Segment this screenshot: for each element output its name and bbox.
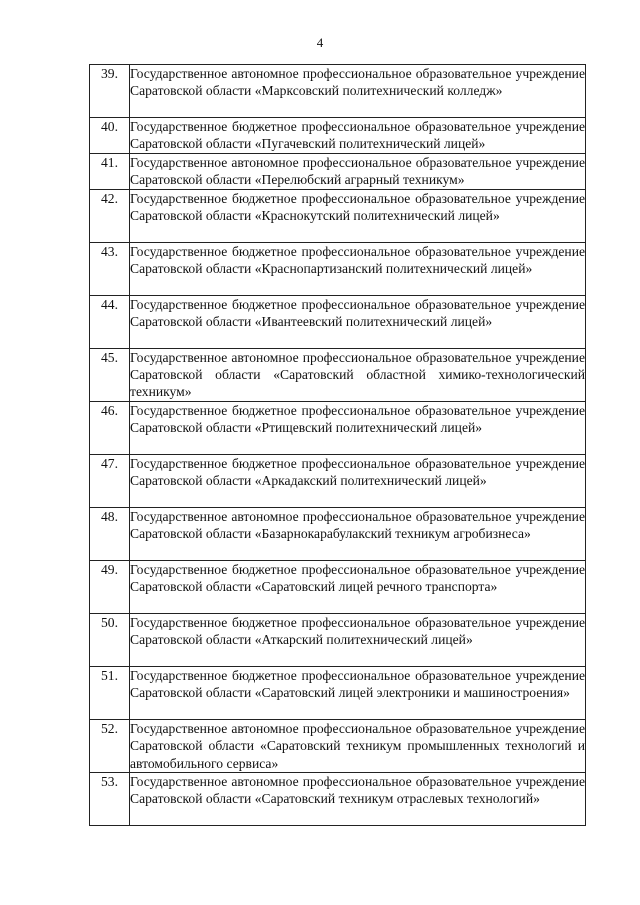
institution-name: Государственное бюджетное профессиональное образовательное учреждение Саратовской области «Аткарский политехнический лицей»	[130, 613, 586, 666]
row-number: 52.	[90, 719, 130, 772]
table-row	[90, 613, 586, 666]
table-row	[90, 560, 586, 613]
row-number: 42.	[90, 189, 130, 242]
institution-name: Государственное бюджетное профессиональное образовательное учреждение Саратовской области «Аркадакский политехнический лицей»	[130, 454, 586, 507]
table-row	[90, 507, 586, 560]
table-row	[90, 153, 586, 189]
row-number: 44.	[90, 295, 130, 348]
institution-name: Государственное бюджетное профессиональное образовательное учреждение Саратовской области «Пугачевский политехнический лицей»	[130, 119, 585, 152]
institution-name: Государственное бюджетное профессиональное образовательное учреждение Саратовской области «Краснокутский политехнический лицей»	[130, 189, 586, 242]
institution-name: Государственное бюджетное профессиональное образовательное учреждение Саратовской области «Ивантеевский политехнический лицей»	[130, 295, 586, 348]
table-row	[90, 242, 586, 295]
institution-name: Государственное автономное профессиональное образовательное учреждение Саратовской области «Базарнокарабулакский техникум агробизнеса»	[130, 507, 586, 560]
institution-name: Государственное бюджетное профессиональное образовательное учреждение Саратовской области «Краснопартизанский политехнический лицей»	[130, 242, 586, 295]
table-row	[90, 295, 586, 348]
row-number: 48.	[90, 507, 130, 560]
institution-name: Государственное автономное профессиональное образовательное учреждение Саратовской области «Саратовский областной химико-технологический техникум»	[130, 349, 585, 400]
institutions-table	[89, 64, 586, 826]
row-number: 45.	[90, 348, 130, 401]
row-number: 43.	[90, 242, 130, 295]
table-row	[90, 118, 586, 154]
row-number: 47.	[90, 454, 130, 507]
row-number: 50.	[90, 613, 130, 666]
institution-name: Государственное бюджетное профессиональное образовательное учреждение Саратовской области «Саратовский лицей речного транспорта»	[130, 560, 586, 613]
table-row	[90, 773, 586, 826]
page-number: 4	[316, 35, 324, 50]
institution-name: Государственное автономное профессиональное образовательное учреждение Саратовской области «Саратовский техникум промышленных технологий и автомобильного сервиса»	[130, 720, 585, 771]
table-row	[90, 189, 586, 242]
row-number: 49.	[90, 560, 130, 613]
institution-name: Государственное автономное профессиональное образовательное учреждение Саратовской области «Перелюбский аграрный техникум»	[130, 154, 585, 188]
table-row	[90, 401, 586, 454]
row-number: 51.	[90, 666, 130, 719]
institution-name: Государственное автономное профессиональное образовательное учреждение Саратовской области «Марксовский политехнический колледж»	[130, 65, 586, 118]
institution-name: Государственное бюджетное профессиональное образовательное учреждение Саратовской области «Саратовский лицей электроники и машиностроения»	[130, 666, 586, 719]
institution-name: Государственное автономное профессиональное образовательное учреждение Саратовской области «Саратовский техникум отраслевых технологий»	[130, 773, 586, 826]
row-number: 53.	[90, 773, 130, 826]
table-row	[90, 719, 586, 772]
table-row	[90, 65, 586, 118]
table-row	[90, 454, 586, 507]
row-number: 41.	[90, 153, 130, 189]
row-number: 39.	[90, 65, 130, 118]
institution-name: Государственное бюджетное профессиональное образовательное учреждение Саратовской области «Ртищевский политехнический лицей»	[130, 401, 586, 454]
row-number: 46.	[90, 401, 130, 454]
table-row	[90, 666, 586, 719]
table-row	[90, 348, 586, 401]
row-number: 40.	[90, 118, 130, 154]
